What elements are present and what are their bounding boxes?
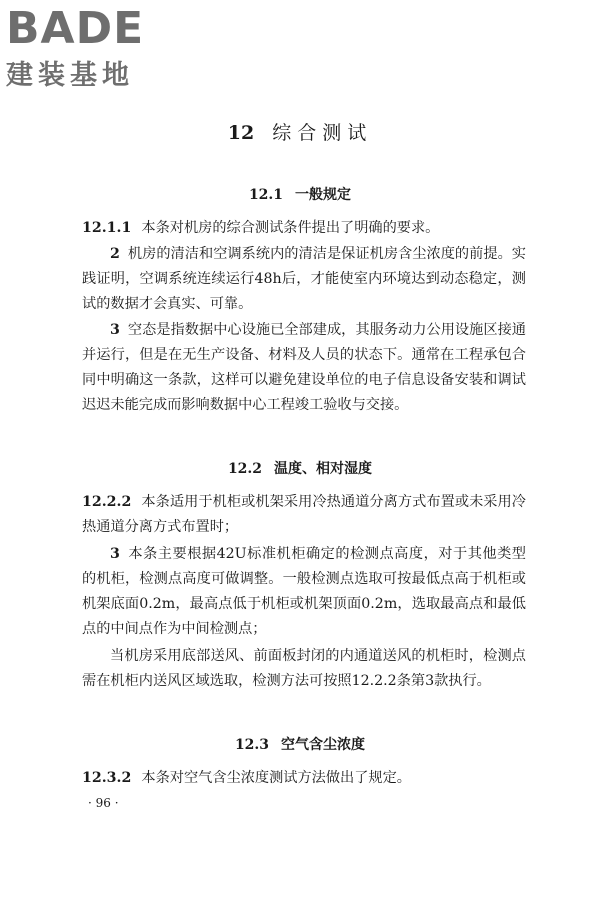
paragraph-text: 本条对机房的综合测试条件提出了明确的要求。 (141, 220, 440, 236)
paragraph-text: 本条对空气含尘浓度测试方法做出了规定。 (141, 770, 411, 786)
section-number: 12.3 (234, 737, 270, 753)
item-number: 3 (110, 546, 120, 562)
paragraph-text: 本条适用于机柜或机架采用冷热通道分离方式布置或未采用冷热通道分离方式布置时； (82, 494, 526, 535)
section-title: 一般规定 (295, 187, 352, 203)
clause-number: 12.2.2 (82, 494, 132, 510)
item-number: 2 (110, 246, 120, 262)
paragraph-text: 本条主要根据42U标准机柜确定的检测点高度，对于其他类型的机柜，检测点高度可做调整。一般检测点选取可按最低点高于机柜或机架底面0.2m，最高点低于机柜或机架顶面0.2m，选取最高点和最低点的中间点作为中间检测点； (82, 546, 526, 637)
section-number: 12.2 (227, 461, 263, 477)
logo-subtitle: 建装基地 (6, 60, 134, 91)
paragraph-12-2-2-note (82, 644, 526, 694)
item-number: 3 (110, 322, 120, 338)
paragraph-12-2-2 (82, 490, 526, 540)
clause-number: 12.1.1 (82, 220, 132, 236)
chapter-name: 综合测试 (272, 122, 373, 144)
section-title: 空气含尘浓度 (281, 737, 366, 753)
paragraph-12-1-1 (82, 216, 526, 241)
paragraph-text: 机房的清洁和空调系统内的清洁是保证机房含尘浓度的前提。实践证明，空调系统连续运行48h后，才能使室内环境达到动态稳定，测试的数据才会真实、可靠。 (82, 246, 526, 312)
logo (6, 4, 176, 92)
paragraph-12-1-1-item-3 (82, 318, 526, 418)
chapter-title (0, 118, 600, 145)
paragraph-text: 当机房采用底部送风、前面板封闭的内通道送风的机柜时，检测点需在机柜内送风区域选取，检测方法可按照12.2.2条第3款执行。 (82, 648, 526, 689)
section-title: 温度、相对湿度 (274, 461, 373, 477)
logo-brand: BADE (6, 3, 145, 54)
paragraph-12-1-1-item-2 (82, 242, 526, 317)
section-heading-12-1 (0, 184, 600, 204)
paragraph-12-3-2 (82, 766, 526, 791)
section-number: 12.1 (248, 187, 284, 203)
paragraph-12-2-2-item-3 (82, 542, 526, 642)
chapter-number: 12 (227, 122, 255, 144)
page-number: · 96 · (88, 796, 119, 810)
clause-number: 12.3.2 (82, 770, 132, 786)
section-heading-12-2 (0, 458, 600, 478)
section-heading-12-3 (0, 734, 600, 754)
paragraph-text: 空态是指数据中心设施已全部建成，其服务动力公用设施区接通并运行，但是在无生产设备、材料及人员的状态下。通常在工程承包合同中明确这一条款，这样可以避免建设单位的电子信息设备安装和调试迟迟未能完成而影响数据中心工程竣工验收与交接。 (82, 322, 526, 413)
